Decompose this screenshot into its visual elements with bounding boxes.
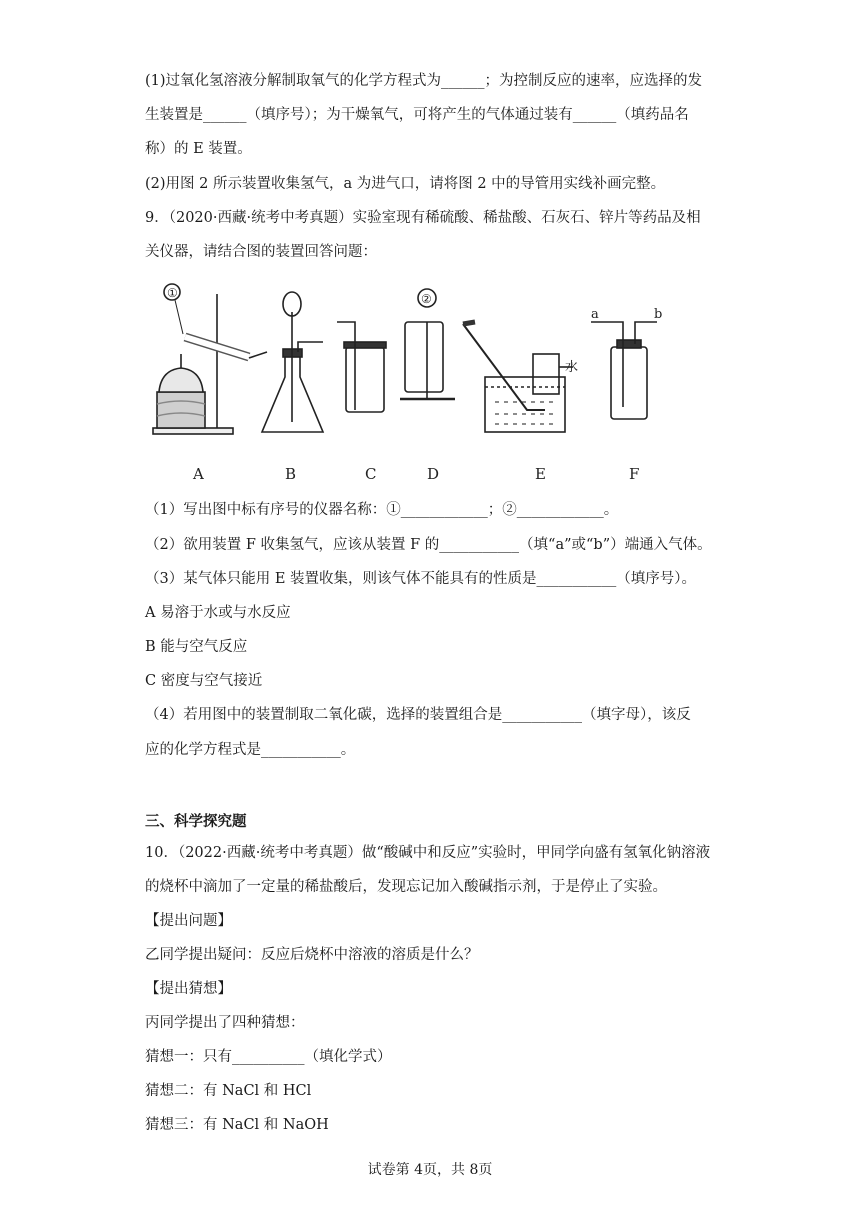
option-b: B 能与空气反应 [145,639,248,655]
stand-base [153,428,233,434]
text-line: 应的化学方程式是___________。 [145,742,356,758]
label-d: D [427,465,440,483]
port-a-label: a [591,307,599,322]
label-e: E [535,465,546,483]
text-line: （4）若用图中的装置制取二氧化碳，选择的装置组合是___________（填字母），该反 [145,707,691,723]
text-line: 【提出猜想】 [145,981,232,997]
gas-jar-d [405,322,443,392]
collecting-bottle [533,354,559,394]
apparatus-drawing [145,282,705,487]
label-f: F [629,465,640,483]
option-a: A 易溶于水或与水反应 [145,605,291,621]
text-line: （2）欲用装置 F 收集氢气，应该从装置 F 的___________（填“a”或“b”）端通入气体。 [145,537,712,553]
port-b-label: b [654,307,663,322]
section-heading: 三、科学探究题 [145,813,247,830]
text-line: 猜想三：有 NaCl 和 NaOH [145,1117,329,1133]
apparatus-figure [145,282,705,487]
text-line: 猜想二：有 NaCl 和 HCl [145,1083,312,1099]
text-line: （3）某气体只能用 E 装置收集，则该气体不能具有的性质是___________（填序号）。 [145,571,697,587]
wood-block [157,392,205,428]
text-line: （1）写出图中标有序号的仪器名称：①____________；②____________。 [145,502,619,518]
question-10-stem: 10．（2022·西藏·统考中考真题）做“酸碱中和反应”实验时，甲同学向盛有氢氧化钠溶液 [145,845,711,861]
text-line: 丙同学提出了四种猜想： [145,1015,305,1031]
gas-jar-c [346,347,384,412]
page-footer: 试卷第 4页，共 8页 [367,1162,493,1178]
text-line: 【提出问题】 [145,913,232,929]
water-label: 水 [565,360,579,375]
question-9-stem: 9．（2020·西藏·统考中考真题）实验室现有稀硫酸、稀盐酸、石灰石、锌片等药品及相 [145,210,701,226]
text-line: (2)用图 2 所示装置收集氢气，a 为进气口，请将图 2 中的导管用实线补画完整。 [145,176,666,192]
text-line: 的烧杯中滴加了一定量的稀盐酸后，发现忘记加入酸碱指示剂，于是停止了实验。 [145,879,667,895]
text-line: 生装置是______（填序号）；为干燥氧气，可将产生的气体通过装有______（填药品名 [145,107,689,123]
alcohol-lamp [159,368,203,392]
mark-1: ① [167,286,178,300]
text-line: 猜想一：只有__________（填化学式） [145,1049,392,1065]
label-a: A [193,465,204,483]
text-line: 乙同学提出疑问：反应后烧杯中溶液的溶质是什么？ [145,947,479,963]
bottle-f [611,347,647,419]
text-line: 关仪器，请结合图的装置回答问题： [145,244,377,260]
label-c: C [365,465,377,483]
label-b: B [285,465,297,483]
text-line: (1)过氧化氢溶液分解制取氧气的化学方程式为______；为控制反应的速率，应选择的发 [145,73,703,89]
text-line: 称）的 E 装置。 [145,141,252,157]
option-c: C 密度与空气接近 [145,673,263,689]
mark-2: ② [421,292,432,306]
